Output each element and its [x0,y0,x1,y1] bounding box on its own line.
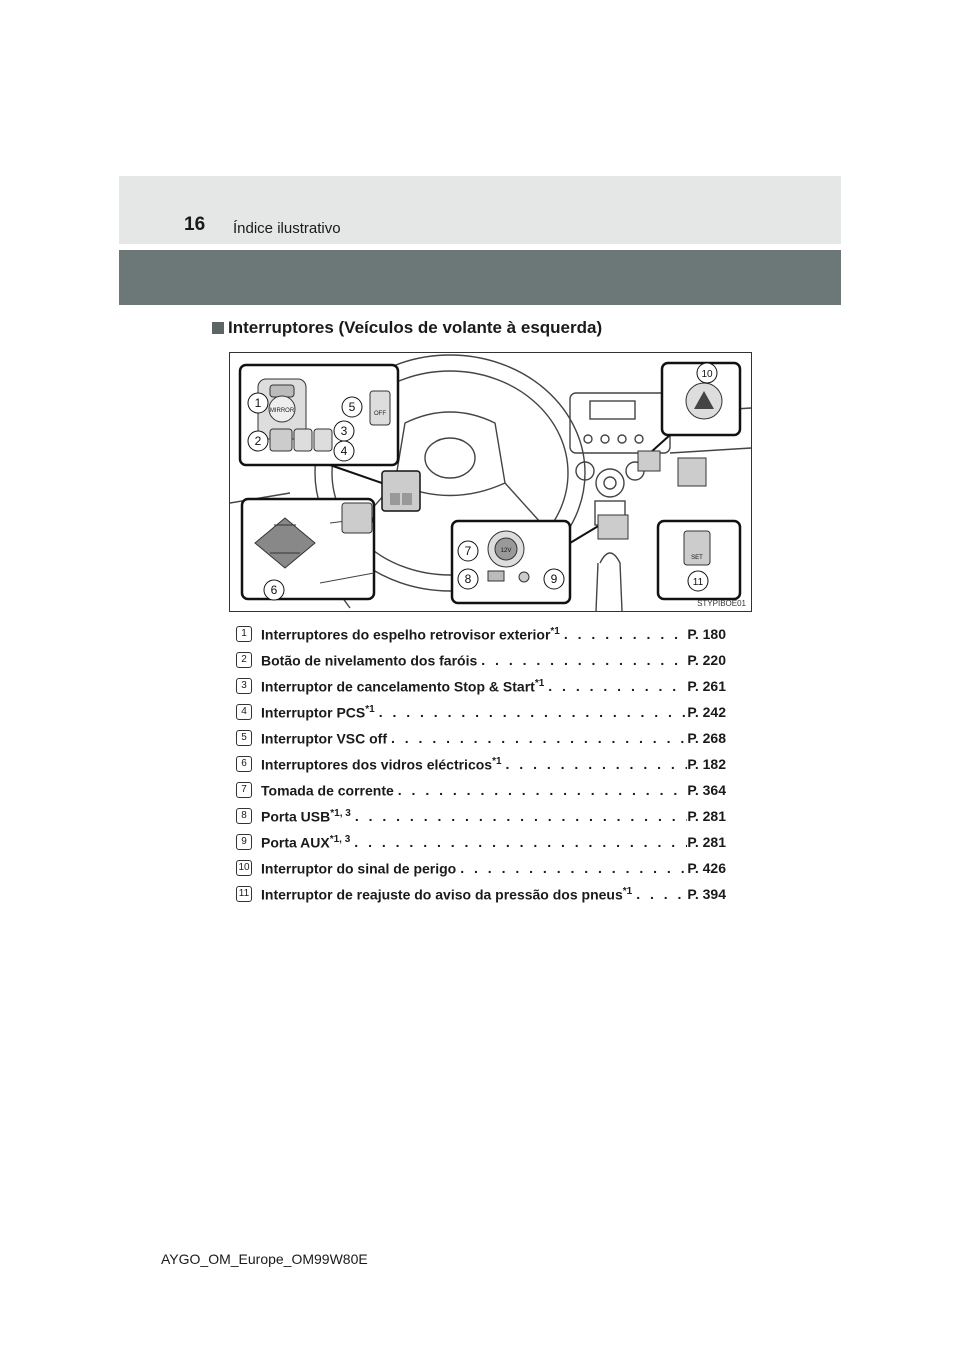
item-number: 2 [236,652,252,668]
callout-6: 6 [270,583,278,597]
socket-12v-text: 12V [500,548,512,554]
switch-index-list [236,621,726,907]
leader-dots [350,834,687,850]
item-label-text: Porta USB [261,808,331,825]
heading-square-icon [212,322,224,334]
item-number: 8 [236,808,252,824]
leader-dots [387,730,687,746]
dashboard-drawing [230,353,751,611]
leader-dots [477,652,687,668]
illustration-code: STYPIBOE01 [697,599,746,608]
item-footnote: *1 [622,885,633,897]
item-number: 5 [236,730,252,746]
item-label-text: Interruptor do sinal de perigo [261,860,457,877]
item-page-ref[interactable]: P. 364 [687,782,726,798]
section-title: Índice ilustrativo [233,220,341,237]
item-number: 10 [236,860,252,876]
list-item [236,777,726,803]
item-label-text: Tomada de corrente [261,782,394,799]
leader-dots [375,704,688,720]
item-label-text: Interruptor de cancelamento Stop & Start [261,678,535,695]
item-page-ref[interactable]: P. 426 [687,860,726,876]
item-number: 11 [236,886,252,902]
item-page-ref[interactable]: P. 281 [687,808,726,824]
item-label-text: Porta AUX [261,834,330,851]
item-label [261,808,351,825]
item-label [261,730,387,747]
item-label-text: Botão de nivelamento dos faróis [261,652,478,669]
item-footnote: *1 [365,703,375,715]
leader-dots [394,782,688,798]
callout-8: 8 [464,572,472,586]
callout-9: 9 [550,572,558,586]
callout-3: 3 [340,424,348,438]
item-footnote: *1, 3 [330,807,351,819]
dashboard-illustration [229,352,752,612]
tire-set-switch-text: SET [691,555,703,561]
callout-4: 4 [340,444,348,458]
list-item [236,855,726,881]
item-label [261,678,544,695]
mirror-switch-text: MIRROR [269,408,295,414]
list-item [236,881,726,907]
header-dark-band [119,250,841,305]
vsc-off-switch-text: OFF [374,411,386,417]
item-number: 1 [236,626,252,642]
callout-11: 11 [692,577,704,588]
item-number: 9 [236,834,252,850]
callout-5: 5 [348,400,356,414]
callout-1: 1 [254,396,262,410]
item-footnote: *1 [550,625,560,637]
callout-7: 7 [464,544,472,558]
list-item [236,829,726,855]
item-number: 3 [236,678,252,694]
item-page-ref[interactable]: P. 220 [687,652,726,668]
leader-dots [456,860,687,876]
item-page-ref[interactable]: P. 394 [687,886,726,902]
item-page-ref[interactable]: P. 281 [687,834,726,850]
item-label-text: Interruptor de reajuste do aviso da pressão dos pneus [261,886,623,903]
item-page-ref[interactable]: P. 268 [687,730,726,746]
item-page-ref[interactable]: P. 261 [687,678,726,694]
item-label-text: Interruptores do espelho retrovisor exterior [261,626,551,643]
heading-text: Interruptores (Veículos de volante à esquerda) [228,318,603,337]
list-item [236,647,726,673]
page-number: 16 [184,214,206,235]
item-label [261,626,560,643]
item-label-text: Interruptor PCS [261,704,366,721]
item-page-ref[interactable]: P. 182 [687,756,726,772]
callout-10: 10 [701,369,713,380]
item-footnote: *1 [534,677,545,689]
list-item [236,699,726,725]
item-label [261,652,477,669]
item-label-text: Interruptores dos vidros eléctricos [261,756,493,773]
list-item [236,621,726,647]
list-item [236,725,726,751]
item-label-text: Interruptor VSC off [261,730,387,747]
item-label [261,704,375,721]
item-page-ref[interactable]: P. 180 [687,626,726,642]
item-label [261,834,350,851]
leader-dots [351,808,688,824]
item-footnote: *1, 3 [329,833,351,845]
item-label [261,756,502,773]
item-page-ref[interactable]: P. 242 [687,704,726,720]
list-item [236,803,726,829]
leader-dots [544,678,687,694]
section-heading [212,318,602,338]
item-label [261,782,394,799]
leader-dots [560,626,687,642]
item-number: 6 [236,756,252,772]
list-item [236,751,726,777]
item-label [261,886,632,903]
item-number: 4 [236,704,252,720]
item-label [261,860,456,877]
item-footnote: *1 [492,755,502,767]
header-band [119,176,841,244]
list-item [236,673,726,699]
leader-dots [502,756,688,772]
item-number: 7 [236,782,252,798]
document-footer: AYGO_OM_Europe_OM99W80E [161,1251,368,1267]
callout-2: 2 [254,434,262,448]
leader-dots [632,886,687,902]
